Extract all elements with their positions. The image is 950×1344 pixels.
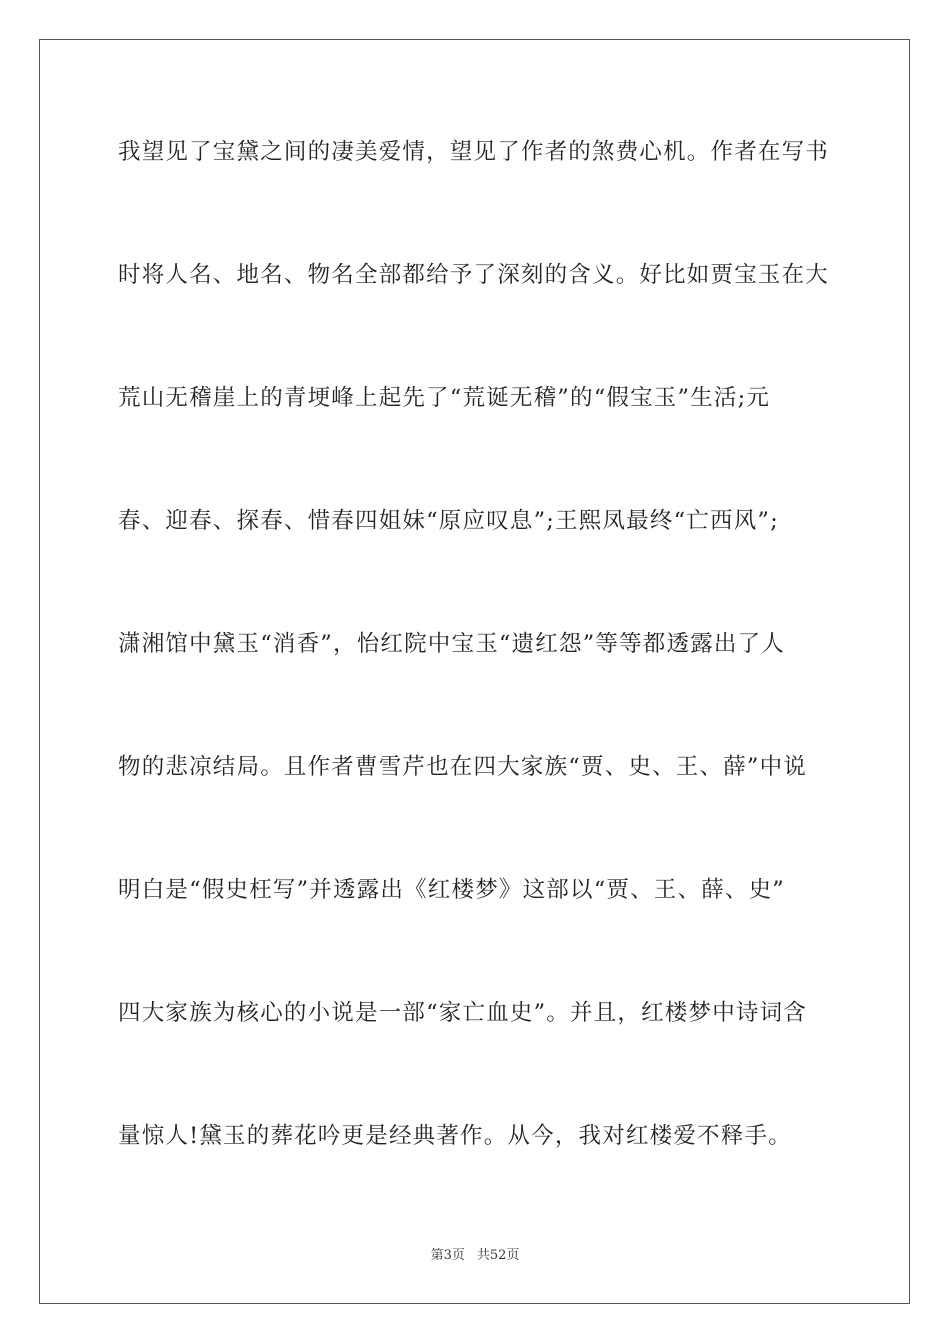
body-text-line: 春、迎春、探春、惜春四姐妹“原应叹息”;王熙凤最终“亡西风”; <box>118 508 779 534</box>
body-text-line: 四大家族为核心的小说是一部“家亡血史”。并且，红楼梦中诗词含 <box>118 1000 808 1026</box>
page-number: 第3页 <box>430 1248 465 1263</box>
page-border <box>39 39 910 1304</box>
body-text-line: 荒山无稽崖上的青埂峰上起先了“荒诞无稽”的“假宝玉”生活;元 <box>118 385 771 411</box>
body-text-line: 我望见了宝黛之间的凄美爱情，望见了作者的煞费心机。作者在写书 <box>118 139 830 165</box>
body-text-line: 潇湘馆中黛玉“消香”，怡红院中宝玉“遗红怨”等等都透露出了人 <box>118 631 786 657</box>
body-text-line: 物的悲凉结局。且作者曹雪芹也在四大家族“贾、史、王、薛”中说 <box>118 754 808 780</box>
body-text-line: 明白是“假史枉写”并透露出《红楼梦》这部以“贾、王、薛、史” <box>118 877 786 903</box>
body-text-line: 量惊人!黛玉的葬花吟更是经典著作。从今，我对红楼爱不释手。 <box>118 1123 792 1149</box>
page-total: 共52页 <box>476 1248 520 1263</box>
page-footer <box>0 1247 950 1265</box>
body-text-line: 时将人名、地名、物名全部都给予了深刻的含义。好比如贾宝玉在大 <box>118 262 830 288</box>
